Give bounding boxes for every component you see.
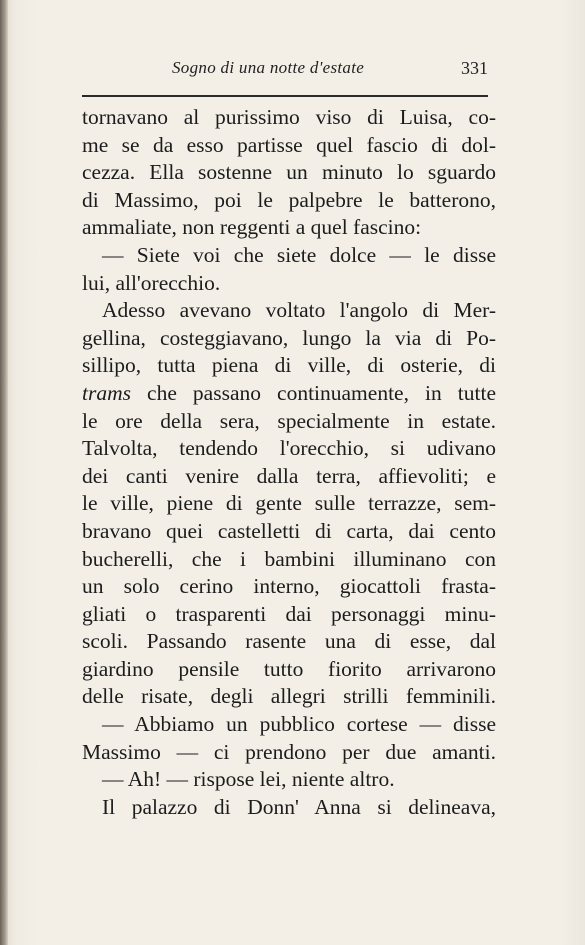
text-line: ammaliate, non reggenti a quel fascino:: [82, 215, 422, 240]
page-header: [82, 58, 488, 82]
text-line: — Siete voi che siete dolce — le disse: [102, 242, 496, 267]
text-line: — Ah! — rispose lei, niente altro.: [102, 767, 395, 792]
text-line: sillipo, tutta piena di ville, di osterie, di: [82, 353, 496, 378]
text-line: Adesso avevano voltato l'angolo di Mer-: [102, 298, 496, 323]
header-rule: [82, 95, 488, 97]
body-text: [82, 104, 496, 821]
page-number: 331: [461, 58, 488, 78]
text-line: gliati o trasparenti dai personaggi minu-: [82, 601, 496, 626]
text-line: Talvolta, tendendo l'orecchio, si udivano: [82, 436, 496, 461]
text-line: bravano quei castelletti di carta, dai cento: [82, 518, 496, 543]
page-binding-edge: [0, 0, 8, 945]
text-line: delle risate, degli allegri strilli femminili.: [82, 684, 496, 709]
text-line-rest: che passano continuamente, in tutte: [147, 380, 496, 405]
text-line: scoli. Passando rasente una di esse, dal: [82, 629, 496, 654]
text-line: me se da esso partisse quel fascio di dol-: [82, 132, 496, 157]
text-line: giardino pensile tutto fiorito arrivarono: [82, 656, 496, 681]
text-line: Il palazzo di Donn' Anna si delineava,: [102, 794, 496, 819]
text-line: lui, all'orecchio.: [82, 270, 221, 295]
text-line: un solo cerino interno, giocattoli frasta-: [82, 574, 496, 599]
text-line: bucherelli, che i bambini illuminano con: [82, 546, 496, 571]
text-line: — Abbiamo un pubblico cortese — disse: [102, 712, 496, 737]
text-line: [82, 380, 496, 408]
text-line: gellina, costeggiavano, lungo la via di Po-: [82, 325, 496, 350]
text-line: tornavano al purissimo viso di Luisa, co-: [82, 105, 496, 129]
running-title: Sogno di una notte d'estate: [172, 58, 365, 77]
text-line: Massimo — ci prendono per due amanti.: [82, 739, 496, 764]
text-line: di Massimo, poi le palpebre le batterono,: [82, 187, 496, 212]
text-line: le ville, piene di gente sulle terrazze, sem-: [82, 491, 496, 516]
text-line: cezza. Ella sostenne un minuto lo sguardo: [82, 160, 496, 185]
italic-word-trams: trams: [82, 380, 131, 405]
text-line: dei canti venire dalla terra, affievoliti; e: [82, 463, 496, 488]
text-line: le ore della sera, specialmente in estate.: [82, 408, 496, 433]
